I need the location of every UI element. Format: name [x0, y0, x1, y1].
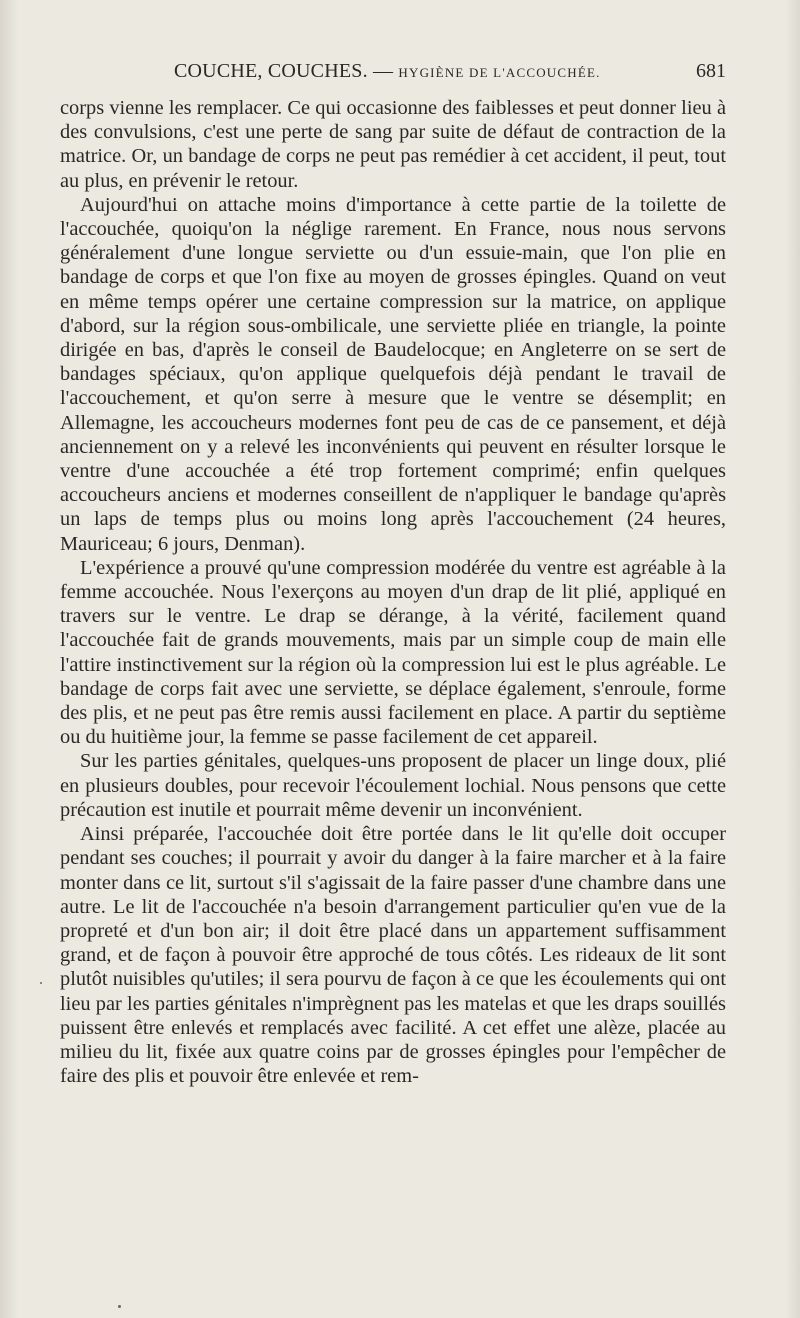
- paragraph-4: Sur les parties génitales, quelques-uns proposent de placer un linge doux, plié en plusieurs doubles, pour recevoir l'écoulement lochial. Nous pensons que cette précaution est inutile et pourrait même devenir un inconvénient.: [60, 750, 726, 821]
- page-edge-shadow: [786, 0, 800, 1318]
- running-title-dash: —: [372, 60, 394, 82]
- paragraph-1: corps vienne les remplacer. Ce qui occasionne des faiblesses et peut donner lieu à des convulsions, c'est une perte de sang par suite de défaut de contraction de la matrice. Or, un bandage de corps ne peut pas remédier à cet accident, il peut, tout au plus, en prévenir le retour.: [60, 97, 726, 192]
- paragraph-3: L'expérience a prouvé qu'une compression modérée du ventre est agréable à la femme accouchée. Nous l'exerçons au moyen d'un drap de lit plié, appliqué en travers sur le ventre. Le drap se dérange, à la vérité, facilement quand l'accouchée fait de grands mouvements, mais par un simple coup de main elle l'attire instinctivement sur la région où la compression lui est le plus agréable. Le bandage de corps fait avec une serviette, se déplace également, s'enroule, forme des plis, et ne peut pas être remis aussi facilement en place. A partir du septième ou du huitième jour, la femme se passe facilement de cet appareil.: [60, 556, 726, 749]
- body-text: [60, 96, 726, 1088]
- page-number: 681: [696, 60, 726, 82]
- running-title: [174, 60, 601, 83]
- paper-speck: [118, 1305, 121, 1308]
- paragraph-2: Aujourd'hui on attache moins d'importance à cette partie de la toilette de l'accouchée, quoiqu'on la néglige rarement. En France, nous nous servons généralement d'une longue serviette ou d'un essuie-main, que l'on plie en bandage de corps et que l'on fixe au moyen de grosses épingles. Quand on veut en même temps opérer une certaine compression sur la matrice, on applique d'abord, sur la région sous-ombilicale, une serviette pliée en triangle, la pointe dirigée en bas, d'après le conseil de Baudelocque; en Angleterre on se sert de bandages spéciaux, qu'on applique quelquefois déjà pendant le travail de l'accouchement, et qu'on serre à mesure que le ventre se désemplit; en Allemagne, les accoucheurs modernes font peu de cas de ce pansement, et déjà anciennement on y a relevé les inconvénients qui peuvent en résulter lorsque le ventre d'une accouchée a été trop fortement comprimé; enfin quelques accoucheurs anciens et modernes conseillent de n'appliquer le bandage qu'après un laps de temps plus ou moins long après l'accouchement (24 heures, Mauriceau; 6 jours, Denman).: [60, 193, 726, 555]
- paragraph-5: Ainsi préparée, l'accouchée doit être portée dans le lit qu'elle doit occuper pendant ses couches; il pourrait y avoir du danger à la faire marcher et à la faire monter dans ce lit, surtout s'il s'agissait de la faire passer d'une chambre dans une autre. Le lit de l'accouchée n'a besoin d'arrangement particulier qu'en vue de la propreté et d'un bon air; il doit être placé dans un appartement suffisamment grand, et de façon à pouvoir être approché de tous côtés. Les rideaux de lit sont plutôt nuisibles qu'utiles; il sera pourvu de façon à ce que les écoulements qui ont lieu par les parties génitales n'imprègnent pas les matelas et que les draps souillés puissent être enlevés et remplacés avec facilité. A cet effet une alèze, placée au milieu du lit, fixée aux quatre coins par de grosses épingles pour l'empêcher de faire des plis et pouvoir être enlevée et rem-: [60, 823, 726, 1088]
- page-gutter-shadow: [0, 0, 18, 1318]
- paper-speck: [40, 982, 42, 984]
- running-title-sub: HYGIÈNE DE L'ACCOUCHÉE.: [398, 65, 601, 80]
- running-title-main: COUCHE, COUCHES.: [174, 60, 368, 82]
- running-header: [60, 60, 726, 90]
